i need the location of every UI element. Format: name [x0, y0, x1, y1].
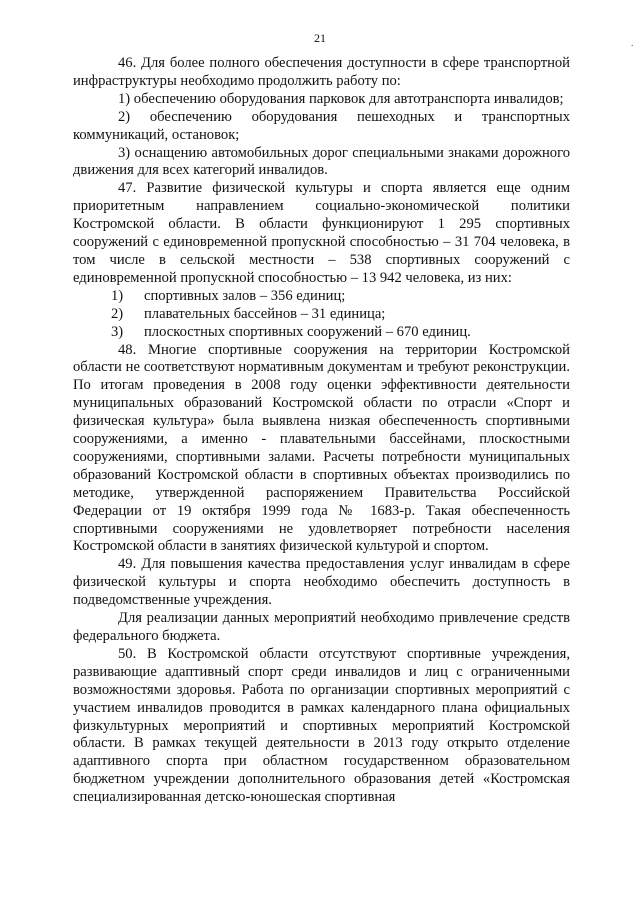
list-item-number: 2) — [111, 305, 124, 322]
list-item-text: плоскостных спортивных сооружений – 670 единиц. — [144, 323, 471, 340]
list-item-number: 3) — [111, 323, 124, 340]
paragraph-46: 46. Для более полного обеспечения доступности в сфере транспортной инфраструктуры необходимо продолжить работу по: — [73, 55, 570, 89]
list-item — [73, 288, 570, 306]
paragraph-46-item-3: 3) оснащению автомобильных дорог специальными знаками дорожного движения для всех категорий инвалидов. — [73, 144, 570, 179]
list-item-text: спортивных залов – 356 единиц; — [144, 287, 346, 304]
list-item-text: плавательных бассейнов – 31 единица; — [144, 305, 386, 322]
margin-mark: · — [630, 40, 634, 52]
paragraph-46-item-2: 2) обеспечению оборудования пешеходных и транспортных коммуникаций, остановок; — [73, 108, 570, 143]
paragraph-48: 48. Многие спортивные сооружения на территории Костромской области не соответствуют нормативным документам и требуют реконструкции. По итогам проведения в 2008 году оценки эффективности деятельности муниципальных образований Костромской области по отрасли «Спорт и физическая культура» была выявлена низкая обеспеченность спортивными сооружениями, а именно - плавательными бассейнами, плоскостными сооружениями, спортивными залами. Расчеты потребности муниципальных образований Костромской области в спортивных объектах производились по методике, утвержденной распоряжением Правительства Российской Федерации от 19 октября 1999 года № 1683-р. Такая обеспеченность спортивными сооружениями не удовлетворяет потребности населения Костромской области в занятиях физической культурой и спортом. — [73, 341, 570, 555]
paragraph-47: 47. Развитие физической культуры и спорта является еще одним приоритетным направлением социально-экономической политики Костромской области. В области функционируют 1 295 спортивных сооружений с единовременной пропускной способностью – 31 704 человека, в том числе в сельской местности – 538 спортивных сооружений с единовременной пропускной способностью – 13 942 человека, из них: — [73, 180, 570, 286]
list-item — [73, 306, 570, 324]
paragraph-49: 49. Для повышения качества предоставления услуг инвалидам в сфере физической культуры и спорта необходимо обеспечить доступность в подведомственные учреждения. — [73, 556, 570, 609]
paragraph-funding: Для реализации данных мероприятий необходимо привлечение средств федерального бюджета. — [73, 610, 570, 644]
body-text — [73, 55, 570, 807]
paragraph-50: 50. В Костромской области отсутствуют спортивные учреждения, развивающие адаптивный спорт среди инвалидов и лиц с ограниченными возможностями здоровья. Работа по организации спортивных мероприятий с участием инвалидов проводится в рамках календарного плана официальных физкультурных мероприятий и спортивных мероприятий Костромской области. В рамках текущей деятельности в 2013 году открыто отделение адаптивного спорта при областном государственном образовательном бюджетном учреждении дополнительного образования детей «Костромская специализированная детско-юношеская спортивная — [73, 645, 570, 806]
list-item — [73, 324, 570, 342]
list-item-number: 1) — [111, 287, 124, 304]
paragraph-46-item-1: 1) обеспечению оборудования парковок для автотранспорта инвалидов; — [118, 90, 564, 107]
page-number: 21 — [314, 31, 326, 45]
